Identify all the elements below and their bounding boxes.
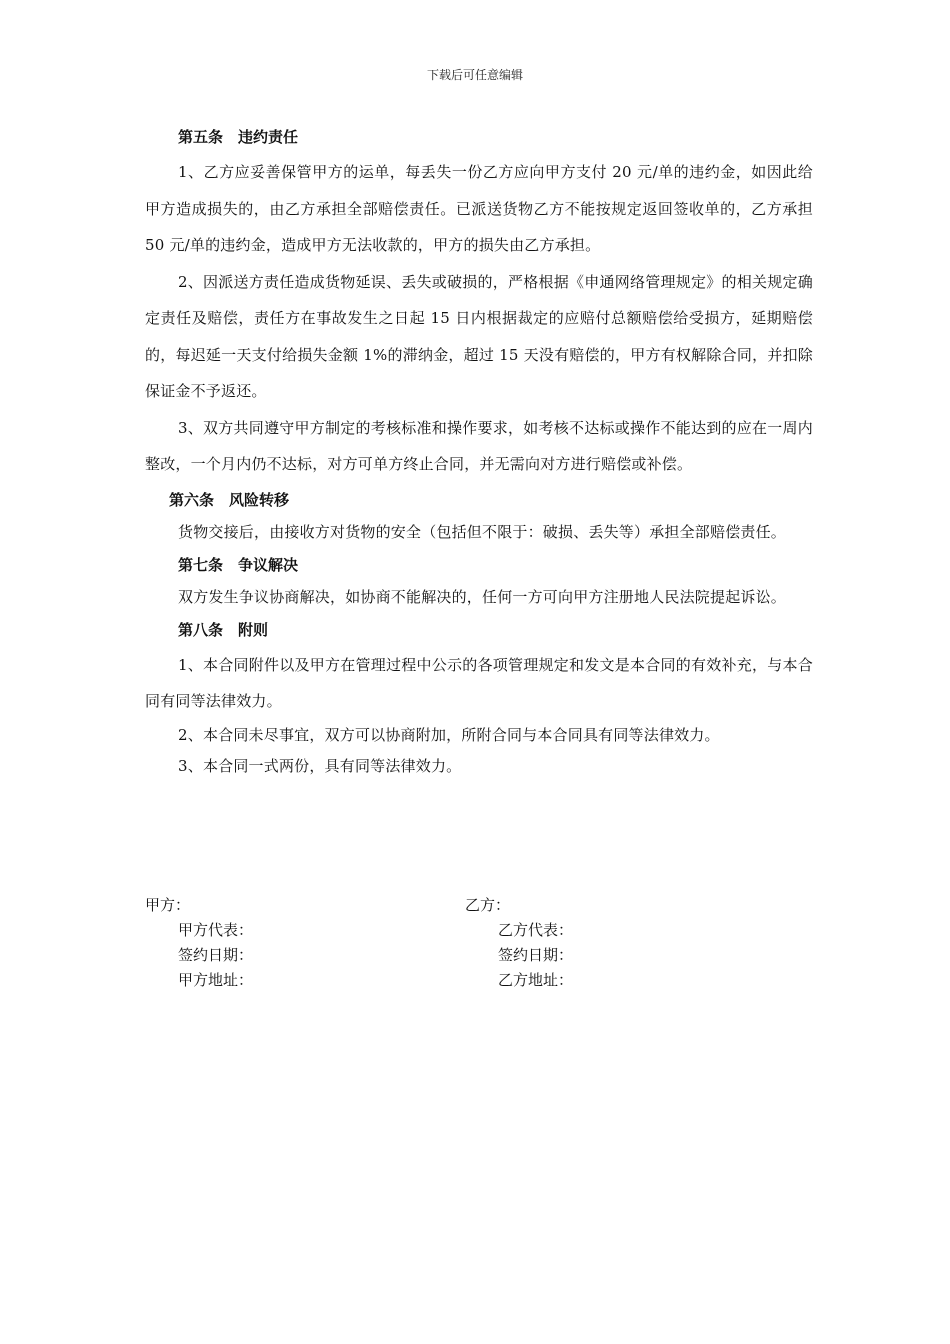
article-7-para-1: 双方发生争议协商解决，如协商不能解决的，任何一方可向甲方注册地人民法院提起诉讼。	[178, 587, 787, 606]
party-a-address: 甲方地址：	[178, 971, 254, 989]
party-b-address: 乙方地址：	[498, 971, 574, 989]
party-b-rep: 乙方代表：	[498, 921, 574, 939]
party-a-signature	[145, 893, 253, 993]
article-5-para-2: 2、因派送方责任造成货物延误、丢失或破损的，严格根据《申通网络管理规定》的相关规定确定责任及赔偿，责任方在事故发生之日起 15 日内根据裁定的应赔付总额赔偿给受损方，延期赔偿的，每迟延一天支付给损失金额 1%的滞纳金，超过 15 天没有赔偿的，甲方有权解除合同，并扣除保证金不予返还。	[145, 272, 813, 400]
party-a-date: 签约日期：	[178, 946, 254, 964]
article-5-para-3: 3、双方共同遵守甲方制定的考核标准和操作要求，如考核不达标或操作不能达到的应在一周内整改，一个月内仍不达标，对方可单方终止合同，并无需向对方进行赔偿或补偿。	[145, 418, 813, 473]
party-a-label: 甲方：	[145, 896, 191, 914]
article-5-title: 第五条 违约责任	[178, 128, 299, 146]
party-b-date: 签约日期：	[498, 946, 574, 964]
article-8-para-3: 3、本合同一式两份，具有同等法律效力。	[178, 756, 462, 775]
header-note: 下载后可任意编辑	[426, 68, 523, 82]
article-8-title: 第八条 附则	[178, 620, 269, 639]
article-7-title: 第七条 争议解决	[178, 555, 299, 574]
party-b-label: 乙方：	[465, 896, 511, 914]
article-6-title: 第六条 风险转移	[169, 490, 290, 509]
article-6-para-1: 货物交接后，由接收方对货物的安全（包括但不限于：破损、丢失等）承担全部赔偿责任。	[178, 522, 787, 541]
party-b-signature	[465, 893, 573, 993]
party-a-rep: 甲方代表：	[178, 921, 254, 939]
article-5-para-1: 1、乙方应妥善保管甲方的运单，每丢失一份乙方应向甲方支付 20 元/单的违约金，如因此给甲方造成损失的，由乙方承担全部赔偿责任。已派送货物乙方不能按规定返回签收单的，乙方承担 50 元/单的违约金，造成甲方无法收款的，甲方的损失由乙方承担。	[145, 163, 813, 254]
article-8-para-1: 1、本合同附件以及甲方在管理过程中公示的各项管理规定和发文是本合同的有效补充，与本合同有同等法律效力。	[145, 655, 813, 710]
contract-body	[145, 120, 813, 782]
article-8-para-2: 2、本合同未尽事宜，双方可以协商附加，所附合同与本合同具有同等法律效力。	[178, 725, 720, 744]
